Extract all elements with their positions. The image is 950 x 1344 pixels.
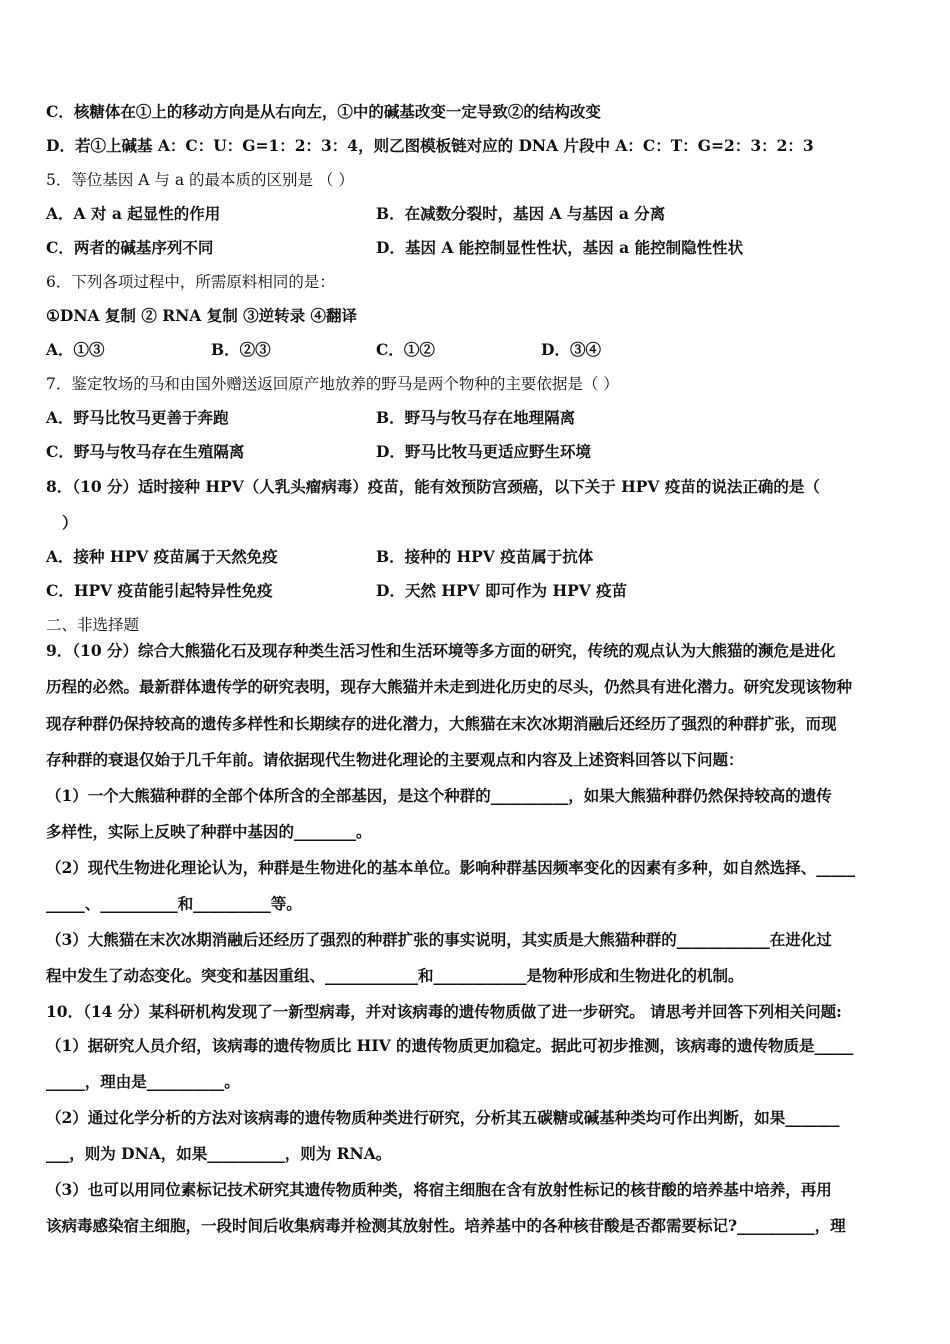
q6-stem: 6．下列各项过程中，所需原料相同的是： (46, 273, 335, 291)
section-heading: 二、非选择题 (46, 616, 140, 634)
q9-line-1: 9．（10 分）综合大熊猫化石及现存种类生活习性和生活环境等多方面的研究，传统的观点认为大熊猫的濒危是进化 (46, 641, 836, 660)
q8-option-a: A．接种 HPV 疫苗属于天然免疫 (46, 547, 278, 566)
q9-part1-a: （1）一个大熊猫种群的全部个体所含的全部基因，是这个种群的__________，如果大熊猫种群仍然保持较高的遗传 (46, 786, 832, 805)
q5-stem: 5．等位基因 A 与 a 的最本质的区别是 （ ） (46, 171, 354, 189)
q10-part1-b: _____，理由是__________。 (46, 1072, 240, 1091)
q9-part2-b: _____、__________和__________等。 (46, 894, 302, 913)
q6-option-b: B．②③ (211, 340, 271, 359)
q9-line-2: 历程的必然。最新群体遗传学的研究表明，现存大熊猫并未走到进化历史的尽头，仍然具有进化潜力。研究发现该物种 (46, 677, 853, 696)
q6-option-a: A．①③ (46, 340, 105, 359)
q6-option-c: C．①② (376, 340, 435, 359)
q10-part3-a: （3）也可以用同位素标记技术研究其遗传物质种类，将宿主细胞在含有放射性标记的核苷酸的培养基中培养，再用 (46, 1180, 832, 1199)
q6-items: ①DNA 复制 ② RNA 复制 ③逆转录 ④翻译 (46, 306, 357, 325)
q9-line-4: 存种群的衰退仅始于几千年前。请依据现代生物进化理论的主要观点和内容及上述资料回答以下问题： (46, 750, 744, 769)
q7-option-a: A．野马比牧马更善于奔跑 (46, 408, 229, 427)
q8-stem-cont: ） (62, 513, 78, 532)
q9-line-3: 现存种群仍保持较高的遗传多样性和长期续存的进化潜力，大熊猫在末次冰期消融后还经历了强烈的种群扩张，而现 (46, 714, 837, 733)
q9-part3-a: （3）大熊猫在末次冰期消融后还经历了强烈的种群扩张的事实说明，其实质是大熊猫种群的____________在进化过 (46, 930, 832, 949)
q5-option-c: C．两者的碱基序列不同 (46, 238, 214, 257)
q8-option-b: B．接种的 HPV 疫苗属于抗体 (376, 547, 594, 566)
q9-part3-b: 程中发生了动态变化。突变和基因重组、____________和____________是物种形成和生物进化的机制。 (46, 966, 744, 985)
q8-option-c: C．HPV 疫苗能引起特异性免疫 (46, 581, 273, 600)
q10-line-1: 10．（14 分）某科研机构发现了一新型病毒，并对该病毒的遗传物质做了进一步研究。 请思考并回答下列相关问题: (46, 1002, 842, 1021)
q6-option-d: D．③④ (541, 340, 601, 359)
q8-stem: 8．（10 分）适时接种 HPV（人乳头瘤病毒）疫苗，能有效预防宫颈癌，以下关于 HPV 疫苗的说法正确的是（ (46, 477, 820, 496)
q5-option-b: B．在减数分裂时，基因 A 与基因 a 分离 (376, 204, 666, 223)
q5-option-a: A．A 对 a 起显性的作用 (46, 204, 221, 223)
q5-option-d: D．基因 A 能控制显性性状，基因 a 能控制隐性性状 (376, 238, 744, 257)
q7-option-b: B．野马与牧马存在地理隔离 (376, 408, 576, 427)
q9-part2-a: （2）现代生物进化理论认为，种群是生物进化的基本单位。影响种群基因频率变化的因素有多种，如自然选择、_____ (46, 858, 856, 877)
q7-option-c: C．野马与牧马存在生殖隔离 (46, 442, 245, 461)
q7-option-d: D．野马比牧马更适应野生环境 (376, 442, 591, 461)
q8-option-d: D．天然 HPV 即可作为 HPV 疫苗 (376, 581, 628, 600)
q10-part2-b: ___，则为 DNA，如果__________，则为 RNA。 (46, 1144, 392, 1163)
q10-part2-a: （2）通过化学分析的方法对该病毒的遗传物质种类进行研究，分析其五碳糖或碱基种类均可作出判断，如果_______ (46, 1108, 840, 1127)
q10-part3-b: 该病毒感染宿主细胞，一段时间后收集病毒并检测其放射性。培养基中的各种核苷酸是否都需要标记?__________，理 (46, 1216, 846, 1235)
q4-option-c: C．核糖体在①上的移动方向是从右向左，①中的碱基改变一定导致②的结构改变 (46, 102, 601, 121)
q4-option-d: D．若①上碱基 A：C：U：G=1：2：3：4，则乙图模板链对应的 DNA 片段中 A：C：T：G=2：3：2：3 (46, 136, 814, 155)
q7-stem: 7．鉴定牧场的马和由国外赠送返回原产地放养的野马是两个物种的主要依据是（ ） (46, 375, 619, 393)
q9-part1-b: 多样性，实际上反映了种群中基因的________。 (46, 822, 372, 841)
q10-part1-a: （1）据研究人员介绍，该病毒的遗传物质比 HIV 的遗传物质更加稳定。据此可初步推测，该病毒的遗传物质是_____ (46, 1036, 854, 1055)
